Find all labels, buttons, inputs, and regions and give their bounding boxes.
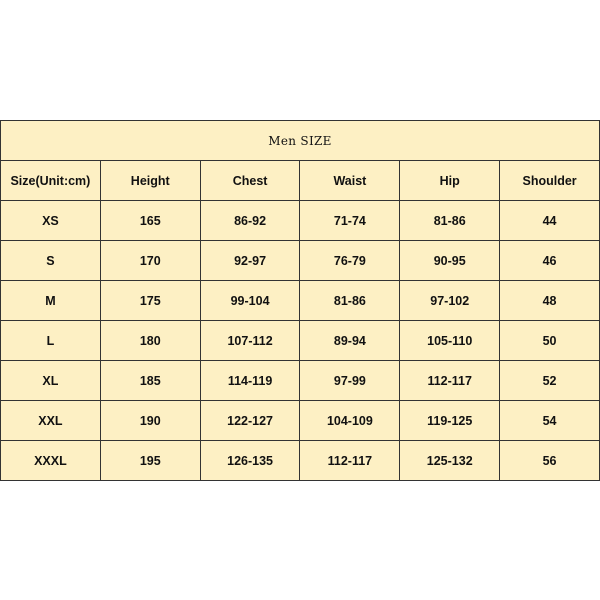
cell-waist: 104-109 <box>300 401 400 441</box>
size-table <box>0 120 600 481</box>
cell-hip: 81-86 <box>400 201 500 241</box>
cell-height: 185 <box>100 361 200 401</box>
table-row <box>1 361 600 401</box>
header-waist: Waist <box>300 161 400 201</box>
cell-shoulder: 46 <box>500 241 600 281</box>
cell-hip: 125-132 <box>400 441 500 481</box>
cell-size: S <box>1 241 101 281</box>
cell-height: 195 <box>100 441 200 481</box>
table-row <box>1 241 600 281</box>
cell-size: XS <box>1 201 101 241</box>
cell-chest: 126-135 <box>200 441 300 481</box>
cell-shoulder: 50 <box>500 321 600 361</box>
cell-hip: 105-110 <box>400 321 500 361</box>
cell-chest: 114-119 <box>200 361 300 401</box>
title-row <box>1 121 600 161</box>
header-row <box>1 161 600 201</box>
cell-waist: 81-86 <box>300 281 400 321</box>
cell-waist: 76-79 <box>300 241 400 281</box>
cell-size: M <box>1 281 101 321</box>
cell-chest: 122-127 <box>200 401 300 441</box>
cell-hip: 90-95 <box>400 241 500 281</box>
table-row <box>1 401 600 441</box>
cell-chest: 86-92 <box>200 201 300 241</box>
cell-height: 165 <box>100 201 200 241</box>
cell-hip: 119-125 <box>400 401 500 441</box>
cell-waist: 89-94 <box>300 321 400 361</box>
cell-waist: 71-74 <box>300 201 400 241</box>
cell-height: 170 <box>100 241 200 281</box>
cell-waist: 97-99 <box>300 361 400 401</box>
header-height: Height <box>100 161 200 201</box>
cell-height: 190 <box>100 401 200 441</box>
cell-hip: 97-102 <box>400 281 500 321</box>
cell-size: XXL <box>1 401 101 441</box>
cell-shoulder: 44 <box>500 201 600 241</box>
header-shoulder: Shoulder <box>500 161 600 201</box>
table-row <box>1 321 600 361</box>
cell-size: XL <box>1 361 101 401</box>
header-hip: Hip <box>400 161 500 201</box>
table-row <box>1 281 600 321</box>
size-chart <box>0 120 600 480</box>
cell-shoulder: 52 <box>500 361 600 401</box>
cell-hip: 112-117 <box>400 361 500 401</box>
table-row <box>1 201 600 241</box>
cell-shoulder: 56 <box>500 441 600 481</box>
table-title: Men SIZE <box>1 121 600 161</box>
cell-waist: 112-117 <box>300 441 400 481</box>
cell-chest: 92-97 <box>200 241 300 281</box>
cell-size: L <box>1 321 101 361</box>
cell-height: 180 <box>100 321 200 361</box>
header-size: Size(Unit:cm) <box>1 161 101 201</box>
cell-shoulder: 54 <box>500 401 600 441</box>
table-row <box>1 441 600 481</box>
cell-height: 175 <box>100 281 200 321</box>
header-chest: Chest <box>200 161 300 201</box>
cell-size: XXXL <box>1 441 101 481</box>
cell-shoulder: 48 <box>500 281 600 321</box>
cell-chest: 99-104 <box>200 281 300 321</box>
cell-chest: 107-112 <box>200 321 300 361</box>
